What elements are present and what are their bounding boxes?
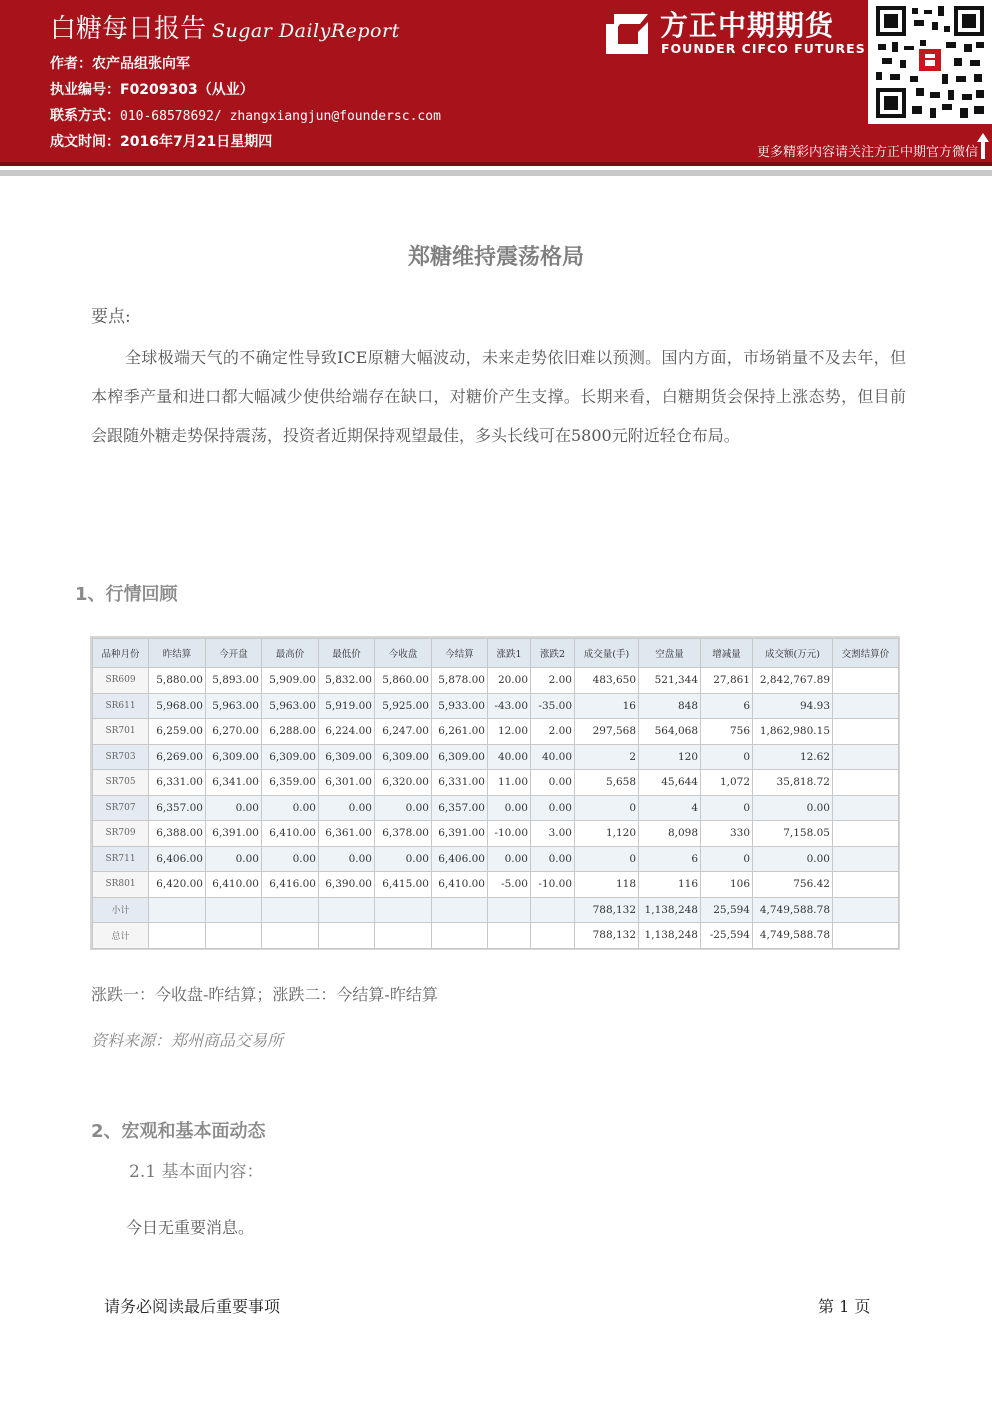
table-row (93, 923, 899, 949)
table-cell: 4,749,588.78 (753, 923, 833, 949)
table-header-cell: 增减量 (701, 639, 753, 668)
table-cell: 6,341.00 (206, 770, 262, 796)
table-cell (375, 897, 432, 923)
table-cell (432, 923, 488, 949)
table-cell: 4 (639, 795, 701, 821)
contract-code-cell: SR709 (93, 821, 149, 847)
contract-code-cell: SR611 (93, 693, 149, 719)
table-cell (206, 923, 262, 949)
header-shadow-divider (0, 170, 992, 176)
table-cell: 35,818.72 (753, 770, 833, 796)
table-cell (833, 897, 899, 923)
footer-disclaimer-notice: 请务必阅读最后重要事项 (104, 1297, 281, 1316)
table-row (93, 795, 899, 821)
table-header-row (93, 639, 899, 668)
table-cell: 0.00 (531, 795, 575, 821)
table-cell: 0.00 (753, 795, 833, 821)
logo-text-cn: 方正中期期货 (660, 9, 835, 42)
table-cell (319, 923, 375, 949)
table-cell: 5,963.00 (262, 693, 319, 719)
table-cell: 1,120 (575, 821, 639, 847)
table-cell: 6,288.00 (262, 719, 319, 745)
table-cell: 6,309.00 (375, 744, 432, 770)
table-cell: 6 (639, 846, 701, 872)
table-cell: 0.00 (375, 795, 432, 821)
table-cell: 6,270.00 (206, 719, 262, 745)
table-cell: 0.00 (531, 846, 575, 872)
table-cell (488, 923, 531, 949)
table-cell: 788,132 (575, 923, 639, 949)
report-header (0, 0, 992, 162)
table-cell: 6,415.00 (375, 872, 432, 898)
table-header-cell: 交割结算价 (833, 639, 899, 668)
contract-code-cell: SR711 (93, 846, 149, 872)
table-cell (833, 770, 899, 796)
table-cell: 2,842,767.89 (753, 668, 833, 694)
table-cell (149, 923, 206, 949)
table-row (93, 897, 899, 923)
table-header-cell: 今收盘 (375, 639, 432, 668)
table-cell: 848 (639, 693, 701, 719)
table-cell (833, 923, 899, 949)
table-cell: 1,072 (701, 770, 753, 796)
table-cell: 0.00 (206, 795, 262, 821)
table-cell (531, 897, 575, 923)
table-cell: 6,390.00 (319, 872, 375, 898)
table-cell: 5,878.00 (432, 668, 488, 694)
table-row (93, 846, 899, 872)
table-cell: 6,309.00 (206, 744, 262, 770)
table-cell: 12.00 (488, 719, 531, 745)
section-market-review-title: 1、行情回顾 (75, 584, 178, 605)
table-cell: 5,909.00 (262, 668, 319, 694)
table-cell: 5,658 (575, 770, 639, 796)
table-cell: 0 (701, 795, 753, 821)
table-row (93, 744, 899, 770)
table-cell (375, 923, 432, 949)
table-cell: 6,357.00 (149, 795, 206, 821)
table-cell: 11.00 (488, 770, 531, 796)
contract-code-cell: SR705 (93, 770, 149, 796)
table-cell: 0.00 (262, 795, 319, 821)
table-cell: 6,410.00 (206, 872, 262, 898)
table-cell: 106 (701, 872, 753, 898)
table-cell: 6,247.00 (375, 719, 432, 745)
page-suffix: 页 (854, 1297, 871, 1316)
table-cell: 5,832.00 (319, 668, 375, 694)
table-cell (262, 897, 319, 923)
founder-logo-icon (604, 10, 650, 56)
table-row (93, 693, 899, 719)
table-cell: 6 (701, 693, 753, 719)
data-source: 资料来源：郑州商品交易所 (91, 1031, 284, 1050)
wechat-qr-code (868, 0, 992, 124)
document-title: 郑糖维持震荡格局 (407, 245, 584, 270)
page-prefix: 第 (818, 1297, 835, 1316)
table-header-cell: 成交量(手) (575, 639, 639, 668)
change-definition-note: 涨跌一：今收盘-昨结算；涨跌二：今结算-昨结算 (91, 985, 438, 1004)
table-cell: 118 (575, 872, 639, 898)
up-arrow-icon (976, 132, 990, 160)
table-cell: 6,357.00 (432, 795, 488, 821)
table-cell (833, 846, 899, 872)
table-cell: 483,650 (575, 668, 639, 694)
table-cell: 4,749,588.78 (753, 897, 833, 923)
table-header-cell: 品种月份 (93, 639, 149, 668)
table-cell: 6,269.00 (149, 744, 206, 770)
table-cell: 6,259.00 (149, 719, 206, 745)
table-cell: 0.00 (488, 846, 531, 872)
table-cell: 297,568 (575, 719, 639, 745)
table-cell: 40.00 (531, 744, 575, 770)
table-cell: 330 (701, 821, 753, 847)
contract-code-cell: 总计 (93, 923, 149, 949)
table-cell: 8,098 (639, 821, 701, 847)
follow-wechat-text: 更多精彩内容请关注方正中期官方微信 (756, 145, 978, 160)
table-cell: 0.00 (375, 846, 432, 872)
table-header-cell: 成交额(万元) (753, 639, 833, 668)
table-cell: 6,416.00 (262, 872, 319, 898)
table-cell: 0.00 (753, 846, 833, 872)
table-cell (833, 821, 899, 847)
keypoints-paragraph: 全球极端天气的不确定性导致ICE原糖大幅波动，未来走势依旧难以预测。国内方面，市场销量不及去年，但本榨季产量和进口都大幅减少使供给端存在缺口，对糖价产生支撑。长期来看，白糖期货会保持上涨态势，但目前会跟随外糖走势保持震荡，投资者近期保持观望最佳，多头长线可在5800元附近轻仓布局。 (91, 348, 906, 445)
report-title-en: Sugar DailyReport (212, 20, 400, 42)
table-row (93, 719, 899, 745)
table-cell: 40.00 (488, 744, 531, 770)
table-row (93, 770, 899, 796)
contract-code-cell: SR701 (93, 719, 149, 745)
table-cell (833, 744, 899, 770)
table-cell (531, 923, 575, 949)
market-data-table (90, 636, 900, 950)
report-title-cn: 白糖每日报告 (50, 14, 207, 44)
table-cell: 5,860.00 (375, 668, 432, 694)
fundamentals-text: 今日无重要消息。 (126, 1218, 255, 1237)
table-cell: -43.00 (488, 693, 531, 719)
table-cell: 5,925.00 (375, 693, 432, 719)
table-cell (833, 693, 899, 719)
table-body (93, 668, 899, 949)
table-cell: 6,378.00 (375, 821, 432, 847)
table-cell (432, 897, 488, 923)
table-cell: 27,861 (701, 668, 753, 694)
table-cell: 0.00 (319, 846, 375, 872)
table-row (93, 821, 899, 847)
contact-line (50, 105, 441, 125)
table-row (93, 668, 899, 694)
table-header-cell: 今开盘 (206, 639, 262, 668)
table-cell: 7,158.05 (753, 821, 833, 847)
table-cell: 2.00 (531, 719, 575, 745)
table-cell: 1,862,980.15 (753, 719, 833, 745)
logo-text-en: FOUNDER CIFCO FUTURES (661, 41, 866, 56)
table-cell: -10.00 (488, 821, 531, 847)
table-header-cell: 昨结算 (149, 639, 206, 668)
table-cell: 6,331.00 (149, 770, 206, 796)
contract-code-cell: 小计 (93, 897, 149, 923)
table-header-cell: 空盘量 (639, 639, 701, 668)
table-cell: 6,331.00 (432, 770, 488, 796)
table-cell (488, 897, 531, 923)
page-number (818, 1294, 870, 1317)
subsection-fundamentals-title: 2.1 基本面内容： (129, 1162, 264, 1182)
table-cell: 6,309.00 (319, 744, 375, 770)
table-header-cell: 最低价 (319, 639, 375, 668)
table-cell: 521,344 (639, 668, 701, 694)
date-line (50, 131, 272, 151)
table-cell: -35.00 (531, 693, 575, 719)
contact-label: 联系方式： (50, 108, 120, 124)
table-cell: 0.00 (488, 795, 531, 821)
table-cell: 6,391.00 (206, 821, 262, 847)
table-cell: 16 (575, 693, 639, 719)
table-cell: 756 (701, 719, 753, 745)
table-header-cell: 最高价 (262, 639, 319, 668)
table-cell: 6,391.00 (432, 821, 488, 847)
table-cell: 12.62 (753, 744, 833, 770)
table-cell: 6,309.00 (262, 744, 319, 770)
table-cell: 120 (639, 744, 701, 770)
table-cell: 45,644 (639, 770, 701, 796)
table-cell: 5,933.00 (432, 693, 488, 719)
author-line: 作者：农产品组张向军 (50, 56, 190, 72)
table-cell: 116 (639, 872, 701, 898)
table-cell: 0.00 (206, 846, 262, 872)
table-cell: 0.00 (531, 770, 575, 796)
table-cell: -10.00 (531, 872, 575, 898)
table-header-cell: 涨跌1 (488, 639, 531, 668)
table-cell: 6,410.00 (262, 821, 319, 847)
table-cell: 20.00 (488, 668, 531, 694)
license-line: 执业编号：F0209303（从业） (50, 82, 254, 98)
table-cell (833, 668, 899, 694)
table-cell (833, 795, 899, 821)
qr-code-icon (876, 6, 984, 118)
table-cell: 564,068 (639, 719, 701, 745)
table-cell: 5,880.00 (149, 668, 206, 694)
table-cell: 5,963.00 (206, 693, 262, 719)
report-title (50, 8, 400, 45)
table-cell: 0.00 (262, 846, 319, 872)
table-cell: 6,410.00 (432, 872, 488, 898)
table-cell: 6,388.00 (149, 821, 206, 847)
table-cell: 25,594 (701, 897, 753, 923)
table-cell: 6,309.00 (432, 744, 488, 770)
table-cell (206, 897, 262, 923)
contract-code-cell: SR703 (93, 744, 149, 770)
table-cell: 5,893.00 (206, 668, 262, 694)
table-cell: 0 (575, 846, 639, 872)
keypoints-label: 要点: (91, 307, 131, 327)
table-cell: 5,968.00 (149, 693, 206, 719)
section-macro-title: 2、宏观和基本面动态 (91, 1121, 266, 1142)
table-cell: 6,320.00 (375, 770, 432, 796)
table-cell: 2.00 (531, 668, 575, 694)
table-cell (262, 923, 319, 949)
table-cell: 0 (701, 846, 753, 872)
table-header-cell: 今结算 (432, 639, 488, 668)
header-divider (0, 162, 992, 166)
table-cell (833, 872, 899, 898)
table-cell: 0.00 (319, 795, 375, 821)
page-number-value: 1 (839, 1297, 850, 1316)
contract-code-cell: SR801 (93, 872, 149, 898)
table-cell: 6,420.00 (149, 872, 206, 898)
table-cell: 756.42 (753, 872, 833, 898)
table-cell (833, 719, 899, 745)
table-cell: 6,406.00 (432, 846, 488, 872)
contract-code-cell: SR609 (93, 668, 149, 694)
table-cell: 6,301.00 (319, 770, 375, 796)
table-header-cell: 涨跌2 (531, 639, 575, 668)
table-row (93, 872, 899, 898)
table-cell: 6,361.00 (319, 821, 375, 847)
table-cell (149, 897, 206, 923)
table-cell: -25,594 (701, 923, 753, 949)
table-cell: 6,406.00 (149, 846, 206, 872)
table-cell: -5.00 (488, 872, 531, 898)
table-cell: 1,138,248 (639, 923, 701, 949)
table-cell (319, 897, 375, 923)
table-cell: 2 (575, 744, 639, 770)
table-cell: 94.93 (753, 693, 833, 719)
table-cell: 6,359.00 (262, 770, 319, 796)
table-cell: 6,261.00 (432, 719, 488, 745)
table-cell: 1,138,248 (639, 897, 701, 923)
date-label: 成文时间： (50, 134, 120, 150)
table-cell: 6,224.00 (319, 719, 375, 745)
table-cell: 3.00 (531, 821, 575, 847)
table-cell: 788,132 (575, 897, 639, 923)
table-cell: 0 (575, 795, 639, 821)
contract-code-cell: SR707 (93, 795, 149, 821)
date-value: 2016年7月21日星期四 (120, 134, 273, 150)
contact-value[interactable]: 010-68578692/ zhangxiangjun@foundersc.com (120, 109, 441, 124)
table-cell: 5,919.00 (319, 693, 375, 719)
table-cell: 0 (701, 744, 753, 770)
